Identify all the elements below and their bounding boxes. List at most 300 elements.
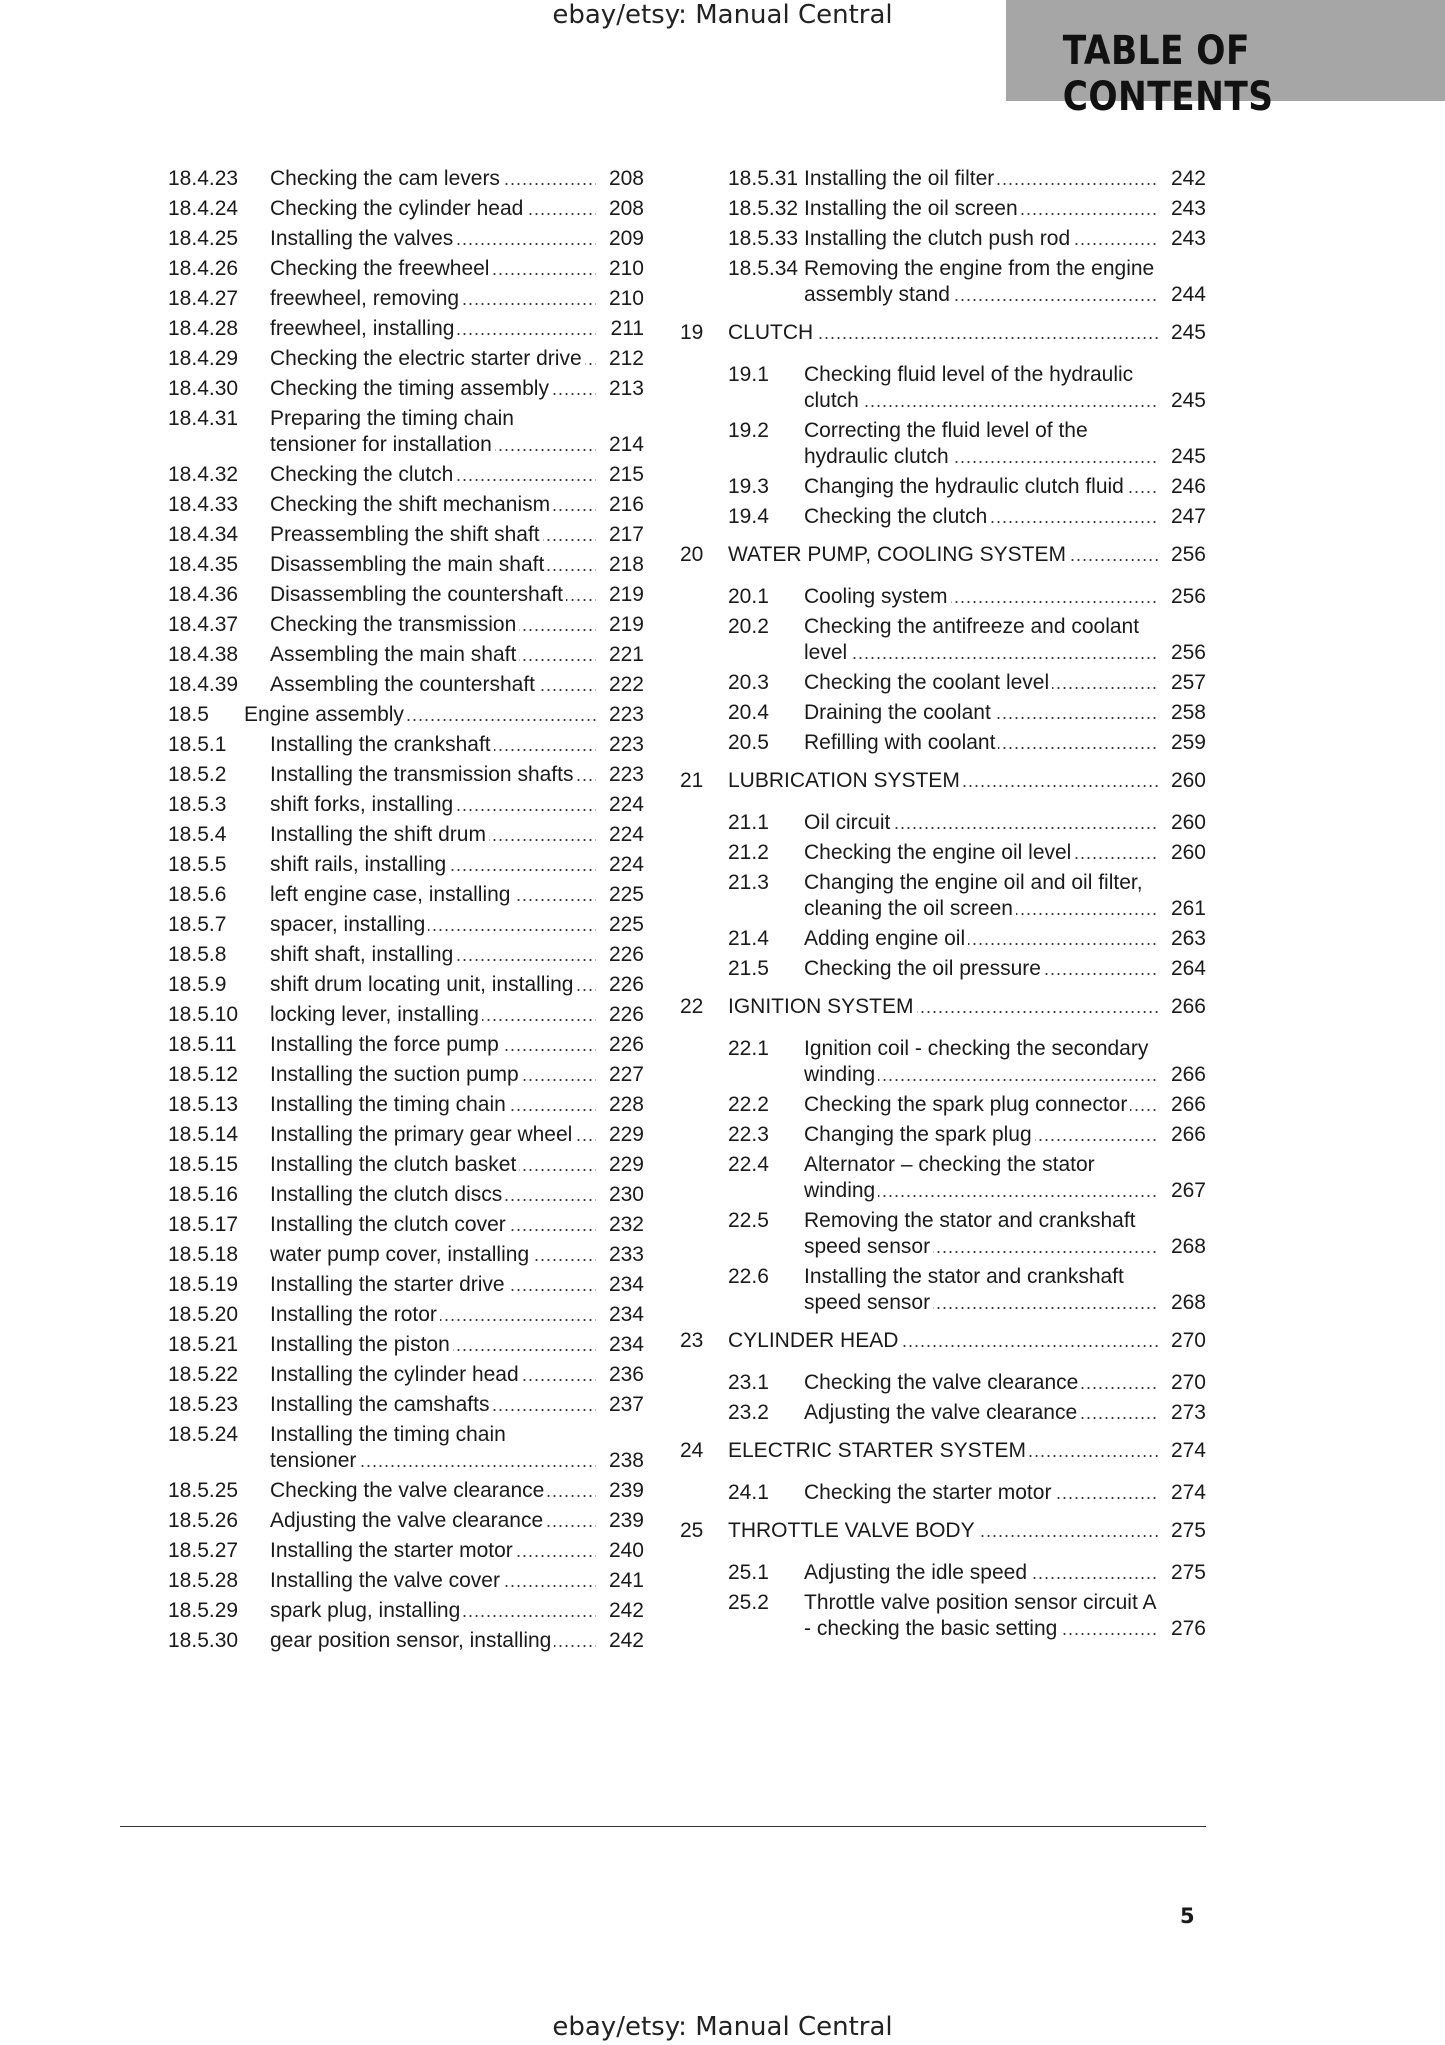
toc-entry-title: shift forks, installing — [270, 793, 456, 816]
toc-entry-title: Removing the stator and crankshaft speed sensor — [804, 1209, 1136, 1258]
toc-entry[interactable] — [680, 1122, 1206, 1148]
toc-entry-page: 263 — [1158, 926, 1206, 952]
toc-entry[interactable] — [680, 226, 1206, 252]
toc-entry-title: Checking the starter motor — [804, 1481, 1054, 1504]
toc-entry-page: 245 — [1158, 444, 1206, 470]
toc-entry-title-wrap — [270, 1302, 596, 1328]
toc-entry-title: Throttle valve position sensor circuit A - checking the basic setting — [804, 1591, 1157, 1640]
toc-entry[interactable] — [680, 474, 1206, 500]
toc-entry-title-wrap — [804, 1560, 1158, 1586]
toc-entry-title-wrap — [270, 1538, 596, 1564]
toc-entry[interactable] — [680, 1092, 1206, 1118]
toc-entry-title-wrap — [804, 474, 1158, 500]
toc-entry-page: 246 — [1158, 474, 1206, 500]
toc-entry[interactable] — [680, 1590, 1206, 1642]
toc-entry-title-wrap — [270, 942, 596, 968]
toc-entry[interactable] — [168, 852, 644, 878]
toc-entry-number: 18.5.5 — [168, 853, 227, 876]
toc-entry-number: 18.5.4 — [168, 823, 227, 846]
toc-entry-page: 244 — [1158, 282, 1206, 308]
toc-entry-number: 24 — [680, 1439, 704, 1462]
toc-entry-title: Changing the spark plug — [804, 1123, 1035, 1146]
toc-entry-page: 239 — [596, 1508, 644, 1534]
toc-entry-number: 18.4.38 — [168, 643, 239, 666]
toc-entry-number: 18.5.31 — [728, 167, 799, 190]
toc-entry-page: 258 — [1158, 700, 1206, 726]
toc-entry-title: Installing the oil screen — [804, 197, 1021, 220]
toc-entry[interactable] — [680, 1370, 1206, 1396]
toc-entry[interactable] — [168, 1002, 644, 1028]
toc-entry[interactable] — [168, 1422, 644, 1474]
toc-entry-title-wrap — [270, 286, 596, 312]
toc-entry[interactable] — [680, 1264, 1206, 1316]
toc-entry-title-wrap — [270, 462, 596, 488]
toc-entry-title-wrap — [270, 582, 596, 608]
toc-entry-page: 229 — [596, 1152, 644, 1178]
toc-entry-title-wrap — [270, 762, 596, 788]
toc-entry[interactable] — [680, 1152, 1206, 1204]
toc-entry-title-wrap — [728, 320, 1158, 346]
toc-entry-title-wrap — [270, 1598, 596, 1624]
toc-entry[interactable] — [168, 912, 644, 938]
toc-entry[interactable] — [168, 226, 644, 252]
toc-entry[interactable] — [680, 1560, 1206, 1586]
toc-entry-title: Oil circuit — [804, 811, 893, 834]
toc-entry-title: Checking the coolant level — [804, 671, 1052, 694]
toc-entry-number: 18.5.6 — [168, 883, 227, 906]
toc-entry-title-wrap — [270, 1032, 596, 1058]
toc-entry-title-wrap — [804, 584, 1158, 610]
toc-entry-title-wrap — [804, 1036, 1158, 1088]
toc-entry[interactable] — [680, 362, 1206, 414]
toc-entry-title: Checking the spark plug connector — [804, 1093, 1130, 1116]
toc-entry-title-wrap — [804, 810, 1158, 836]
toc-entry-page: 266 — [1158, 1062, 1206, 1088]
toc-entry-page: 225 — [596, 912, 644, 938]
toc-entry-number: 18.4.35 — [168, 553, 239, 576]
toc-chapter-entry[interactable] — [680, 994, 1206, 1020]
toc-entry[interactable] — [680, 256, 1206, 308]
toc-entry[interactable] — [680, 840, 1206, 866]
toc-entry[interactable] — [168, 702, 644, 728]
toc-entry-title-wrap — [270, 1332, 596, 1358]
toc-entry-title: Installing the cylinder head — [270, 1363, 522, 1386]
toc-entry-page: 260 — [1158, 810, 1206, 836]
toc-entry[interactable] — [168, 1302, 644, 1328]
toc-entry-title: Installing the clutch discs — [270, 1183, 505, 1206]
toc-entry[interactable] — [168, 552, 644, 578]
toc-entry-title-wrap — [270, 732, 596, 758]
toc-entry[interactable] — [168, 376, 644, 402]
toc-entry[interactable] — [168, 882, 644, 908]
toc-entry-number: 21.1 — [728, 811, 769, 834]
toc-entry[interactable] — [680, 418, 1206, 470]
toc-entry-title: spark plug, installing — [270, 1599, 463, 1622]
toc-entry-number: 18.5.25 — [168, 1479, 239, 1502]
toc-entry-number: 18.5.20 — [168, 1303, 239, 1326]
toc-entry-number: 22.6 — [728, 1265, 769, 1288]
toc-entry-title-wrap — [804, 870, 1158, 922]
toc-entry[interactable] — [680, 1400, 1206, 1426]
toc-entry-page: 209 — [596, 226, 644, 252]
toc-entry-number: 18.5.8 — [168, 943, 227, 966]
toc-entry-title: Installing the valve cover — [270, 1569, 503, 1592]
toc-entry-title-wrap — [270, 1422, 596, 1474]
toc-entry-page: 239 — [596, 1478, 644, 1504]
toc-entry[interactable] — [680, 584, 1206, 610]
toc-entry[interactable] — [168, 732, 644, 758]
toc-entry-title-wrap — [270, 1122, 596, 1148]
toc-entry-page: 276 — [1158, 1616, 1206, 1642]
toc-entry-title: Checking the freewheel — [270, 257, 492, 280]
toc-entry-number: 18.5.15 — [168, 1153, 239, 1176]
toc-chapter-entry[interactable] — [680, 542, 1206, 568]
toc-entry-page: 208 — [596, 166, 644, 192]
toc-entry-title: Disassembling the main shaft — [270, 553, 547, 576]
toc-entry-page: 224 — [596, 822, 644, 848]
toc-entry-title-wrap — [270, 1182, 596, 1208]
toc-entry-title: Assembling the countershaft — [270, 673, 538, 696]
toc-entry-number: 18.5.33 — [728, 227, 799, 250]
toc-entry[interactable] — [168, 492, 644, 518]
toc-entry-page: 245 — [1158, 320, 1206, 346]
toc-entry[interactable] — [168, 316, 644, 342]
toc-entry-title: Installing the rotor — [270, 1303, 440, 1326]
toc-entry-title: freewheel, installing — [270, 317, 457, 340]
toc-entry[interactable] — [168, 1362, 644, 1388]
toc-entry-title: Changing the hydraulic clutch fluid — [804, 475, 1127, 498]
toc-entry-number: 18.5.1 — [168, 733, 227, 756]
toc-entry-title: Checking the oil pressure — [804, 957, 1044, 980]
toc-entry-title: Checking the timing assembly — [270, 377, 552, 400]
toc-entry[interactable] — [168, 1092, 644, 1118]
toc-entry-title: Installing the stator and crankshaft speed sensor — [804, 1265, 1124, 1314]
toc-entry-number: 24.1 — [728, 1481, 769, 1504]
watermark-bottom: ebay/etsy: Manual Central — [552, 2012, 893, 2042]
toc-entry-title-wrap — [728, 1438, 1158, 1464]
toc-entry-title-wrap — [804, 166, 1158, 192]
toc-entry-page: 210 — [596, 286, 644, 312]
toc-chapter-entry[interactable] — [680, 1518, 1206, 1544]
toc-entry[interactable] — [168, 1272, 644, 1298]
toc-entry[interactable] — [680, 956, 1206, 982]
toc-entry-page: 226 — [596, 1032, 644, 1058]
toc-entry-title-wrap — [270, 376, 596, 402]
toc-entry[interactable] — [168, 642, 644, 668]
toc-entry-number: 20 — [680, 543, 704, 566]
toc-entry-title: CLUTCH — [728, 321, 816, 344]
toc-entry[interactable] — [680, 1208, 1206, 1260]
toc-entry-page: 211 — [596, 316, 644, 342]
toc-entry[interactable] — [168, 582, 644, 608]
toc-entry[interactable] — [168, 256, 644, 282]
toc-entry-page: 266 — [1158, 1092, 1206, 1118]
toc-entry[interactable] — [680, 1036, 1206, 1088]
toc-entry[interactable] — [168, 1152, 644, 1178]
toc-entry-title-wrap — [728, 1328, 1158, 1354]
toc-entry-title: Installing the oil filter — [804, 167, 997, 190]
toc-entry-page: 274 — [1158, 1438, 1206, 1464]
toc-entry-title: Removing the engine from the engine assembly stand — [804, 257, 1155, 306]
toc-entry-number: 18.4.39 — [168, 673, 239, 696]
toc-entry-number: 25.1 — [728, 1561, 769, 1584]
toc-entry-page: 256 — [1158, 584, 1206, 610]
toc-chapter-entry[interactable] — [680, 320, 1206, 346]
toc-entry-title-wrap — [804, 226, 1158, 252]
toc-entry-title-wrap — [270, 196, 596, 222]
toc-entry[interactable] — [168, 1598, 644, 1624]
toc-entry-title: gear position sensor, installing — [270, 1629, 554, 1652]
toc-entry-number: 18.5.19 — [168, 1273, 239, 1296]
toc-entry-title-wrap — [270, 1362, 596, 1388]
toc-entry-title: Installing the force pump — [270, 1033, 502, 1056]
toc-entry[interactable] — [168, 822, 644, 848]
toc-entry-page: 223 — [596, 762, 644, 788]
toc-entry-title-wrap — [804, 1480, 1158, 1506]
toc-entry-title-wrap — [270, 882, 596, 908]
toc-entry-title-wrap — [270, 1478, 596, 1504]
toc-entry-title-wrap — [270, 1628, 596, 1654]
toc-entry-title-wrap — [804, 504, 1158, 530]
page-number: 5 — [1180, 1904, 1195, 1928]
toc-entry-number: 20.1 — [728, 585, 769, 608]
toc-entry-page: 242 — [1158, 166, 1206, 192]
toc-entry[interactable] — [680, 870, 1206, 922]
toc-entry[interactable] — [168, 1568, 644, 1594]
toc-entry[interactable] — [168, 522, 644, 548]
toc-entry-title: Installing the shift drum — [270, 823, 489, 846]
toc-entry[interactable] — [168, 672, 644, 698]
toc-entry-title: Checking the valve clearance — [270, 1479, 547, 1502]
toc-entry[interactable] — [168, 1182, 644, 1208]
toc-entry[interactable] — [168, 1628, 644, 1654]
toc-chapter-entry[interactable] — [680, 1438, 1206, 1464]
toc-entry-number: 19.3 — [728, 475, 769, 498]
toc-entry[interactable] — [168, 792, 644, 818]
toc-entry-page: 217 — [596, 522, 644, 548]
toc-entry-number: 18.5 — [168, 703, 209, 726]
toc-entry-page: 226 — [596, 942, 644, 968]
toc-entry-title-wrap — [804, 196, 1158, 222]
toc-entry-title-wrap — [270, 822, 596, 848]
toc-entry-number: 20.4 — [728, 701, 769, 724]
toc-entry-title-wrap — [804, 1122, 1158, 1148]
toc-entry-number: 21.3 — [728, 871, 769, 894]
toc-entry[interactable] — [168, 612, 644, 638]
toc-entry[interactable] — [168, 1392, 644, 1418]
toc-entry-title-wrap — [804, 256, 1158, 308]
toc-entry-number: 18.4.28 — [168, 317, 239, 340]
footer-divider — [120, 1826, 1206, 1827]
toc-entry-page: 242 — [596, 1598, 644, 1624]
toc-entry[interactable] — [680, 166, 1206, 192]
toc-chapter-entry[interactable] — [680, 768, 1206, 794]
toc-entry-page: 224 — [596, 852, 644, 878]
toc-entry-title: Adjusting the valve clearance — [804, 1401, 1080, 1424]
toc-entry[interactable] — [168, 762, 644, 788]
toc-entry[interactable] — [168, 196, 644, 222]
toc-entry-title-wrap — [804, 362, 1158, 414]
toc-entry-page: 268 — [1158, 1234, 1206, 1260]
toc-entry-title: Installing the camshafts — [270, 1393, 492, 1416]
toc-entry-page: 264 — [1158, 956, 1206, 982]
toc-entry-page: 267 — [1158, 1178, 1206, 1204]
toc-entry-page: 240 — [596, 1538, 644, 1564]
toc-entry-page: 260 — [1158, 840, 1206, 866]
toc-entry-title-wrap — [270, 1092, 596, 1118]
toc-entry-title: freewheel, removing — [270, 287, 462, 310]
toc-entry-page: 275 — [1158, 1518, 1206, 1544]
toc-entry-number: 18.5.30 — [168, 1629, 239, 1652]
toc-entry[interactable] — [168, 1122, 644, 1148]
toc-entry-page: 275 — [1158, 1560, 1206, 1586]
toc-entry-page: 234 — [596, 1272, 644, 1298]
toc-entry[interactable] — [168, 1032, 644, 1058]
toc-entry[interactable] — [168, 1062, 644, 1088]
toc-entry-title: Cooling system — [804, 585, 951, 608]
toc-entry-page: 233 — [596, 1242, 644, 1268]
toc-entry[interactable] — [168, 406, 644, 458]
toc-entry-title: Checking the clutch — [804, 505, 990, 528]
toc-entry-title-wrap — [804, 956, 1158, 982]
toc-entry-page: 215 — [596, 462, 644, 488]
toc-entry[interactable] — [680, 700, 1206, 726]
toc-entry[interactable] — [680, 614, 1206, 666]
toc-entry[interactable] — [168, 1212, 644, 1238]
toc-entry-title-wrap — [270, 552, 596, 578]
toc-entry-title: Checking fluid level of the hydraulic clutch — [804, 363, 1134, 412]
toc-entry-number: 20.2 — [728, 615, 769, 638]
toc-entry-number: 18.4.30 — [168, 377, 239, 400]
toc-entry-number: 18.5.12 — [168, 1063, 239, 1086]
toc-entry-number: 23.2 — [728, 1401, 769, 1424]
toc-entry[interactable] — [168, 1508, 644, 1534]
toc-entry-title-wrap — [270, 1242, 596, 1268]
toc-entry-page: 214 — [596, 432, 644, 458]
toc-entry[interactable] — [168, 1332, 644, 1358]
toc-entry[interactable] — [168, 1538, 644, 1564]
toc-entry-page: 266 — [1158, 994, 1206, 1020]
toc-entry-page: 229 — [596, 1122, 644, 1148]
toc-entry-title-wrap — [804, 1400, 1158, 1426]
toc-entry-title: locking lever, installing — [270, 1003, 482, 1026]
toc-entry-title-wrap — [270, 316, 596, 342]
toc-entry-title: CYLINDER HEAD — [728, 1329, 901, 1352]
toc-entry[interactable] — [168, 1242, 644, 1268]
toc-entry[interactable] — [680, 670, 1206, 696]
toc-entry-number: 18.4.23 — [168, 167, 239, 190]
toc-entry-title-wrap — [244, 702, 596, 728]
toc-entry[interactable] — [680, 926, 1206, 952]
toc-entry[interactable] — [680, 504, 1206, 530]
toc-entry[interactable] — [680, 196, 1206, 222]
toc-entry-page: 243 — [1158, 196, 1206, 222]
toc-entry-page: 219 — [596, 612, 644, 638]
toc-entry-page: 227 — [596, 1062, 644, 1088]
toc-entry-title-wrap — [804, 1092, 1158, 1118]
toc-entry-title: Checking the shift mechanism — [270, 493, 553, 516]
toc-entry-number: 19.4 — [728, 505, 769, 528]
toc-entry-title-wrap — [270, 166, 596, 192]
toc-entry-page: 223 — [596, 702, 644, 728]
toc-entry-title: Installing the timing chain tensioner — [270, 1423, 506, 1472]
toc-entry-page: 222 — [596, 672, 644, 698]
toc-entry-number: 18.4.29 — [168, 347, 239, 370]
toc-entry-page: 218 — [596, 552, 644, 578]
toc-entry-number: 18.5.14 — [168, 1123, 239, 1146]
toc-entry-number: 18.5.21 — [168, 1333, 239, 1356]
toc-entry[interactable] — [680, 730, 1206, 756]
toc-entry-title-wrap — [270, 256, 596, 282]
toc-entry-number: 20.3 — [728, 671, 769, 694]
toc-entry-number: 21.2 — [728, 841, 769, 864]
toc-entry[interactable] — [168, 286, 644, 312]
toc-entry[interactable] — [168, 942, 644, 968]
toc-entry-title-wrap — [270, 1508, 596, 1534]
toc-entry-title-wrap — [804, 1152, 1158, 1204]
toc-entry-number: 22.1 — [728, 1037, 769, 1060]
toc-entry-title-wrap — [804, 1264, 1158, 1316]
toc-entry[interactable] — [168, 346, 644, 372]
toc-entry-title: Checking the transmission — [270, 613, 519, 636]
toc-entry-title-wrap — [270, 1392, 596, 1418]
toc-entry-page: 232 — [596, 1212, 644, 1238]
toc-entry-title-wrap — [804, 840, 1158, 866]
toc-entry-title: WATER PUMP, COOLING SYSTEM — [728, 543, 1069, 566]
toc-entry-number: 18.4.25 — [168, 227, 239, 250]
toc-chapter-entry[interactable] — [680, 1328, 1206, 1354]
toc-entry-title-wrap — [804, 700, 1158, 726]
toc-entry-number: 18.5.22 — [168, 1363, 239, 1386]
toc-entry-number: 18.4.26 — [168, 257, 239, 280]
toc-entry[interactable] — [680, 1480, 1206, 1506]
toc-entry-number: 18.4.32 — [168, 463, 239, 486]
toc-entry-number: 22 — [680, 995, 704, 1018]
toc-entry-page: 268 — [1158, 1290, 1206, 1316]
toc-column-right — [680, 166, 1206, 1646]
toc-entry[interactable] — [680, 810, 1206, 836]
toc-entry[interactable] — [168, 462, 644, 488]
toc-entry-number: 18.5.32 — [728, 197, 799, 220]
toc-entry-number: 21.5 — [728, 957, 769, 980]
toc-entry-title: Installing the starter drive — [270, 1273, 508, 1296]
toc-entry[interactable] — [168, 166, 644, 192]
toc-entry-number: 18.4.33 — [168, 493, 239, 516]
toc-entry-title: Checking the antifreeze and coolant level — [804, 615, 1140, 664]
toc-entry-title: ELECTRIC STARTER SYSTEM — [728, 1439, 1029, 1462]
toc-entry-title-wrap — [270, 972, 596, 998]
toc-entry-title: Adjusting the idle speed — [804, 1561, 1030, 1584]
toc-entry-number: 18.5.3 — [168, 793, 227, 816]
toc-entry-title: Installing the clutch push rod — [804, 227, 1073, 250]
toc-entry-number: 18.5.10 — [168, 1003, 239, 1026]
toc-entry-title: Ignition coil - checking the secondary winding — [804, 1037, 1149, 1086]
toc-entry-number: 18.5.34 — [728, 257, 799, 280]
toc-entry-number: 25 — [680, 1519, 704, 1542]
toc-entry-title-wrap — [728, 542, 1158, 568]
toc-entry-page: 228 — [596, 1092, 644, 1118]
toc-entry-title-wrap — [270, 406, 596, 458]
toc-entry-title-wrap — [728, 1518, 1158, 1544]
toc-entry[interactable] — [168, 972, 644, 998]
toc-entry-title: Correcting the fluid level of the hydraulic clutch — [804, 419, 1088, 468]
toc-entry-number: 18.5.9 — [168, 973, 227, 996]
toc-entry-number: 21.4 — [728, 927, 769, 950]
toc-entry-number: 19.1 — [728, 363, 769, 386]
toc-entry[interactable] — [168, 1478, 644, 1504]
toc-entry-title: Installing the clutch basket — [270, 1153, 519, 1176]
toc-entry-number: 18.5.16 — [168, 1183, 239, 1206]
